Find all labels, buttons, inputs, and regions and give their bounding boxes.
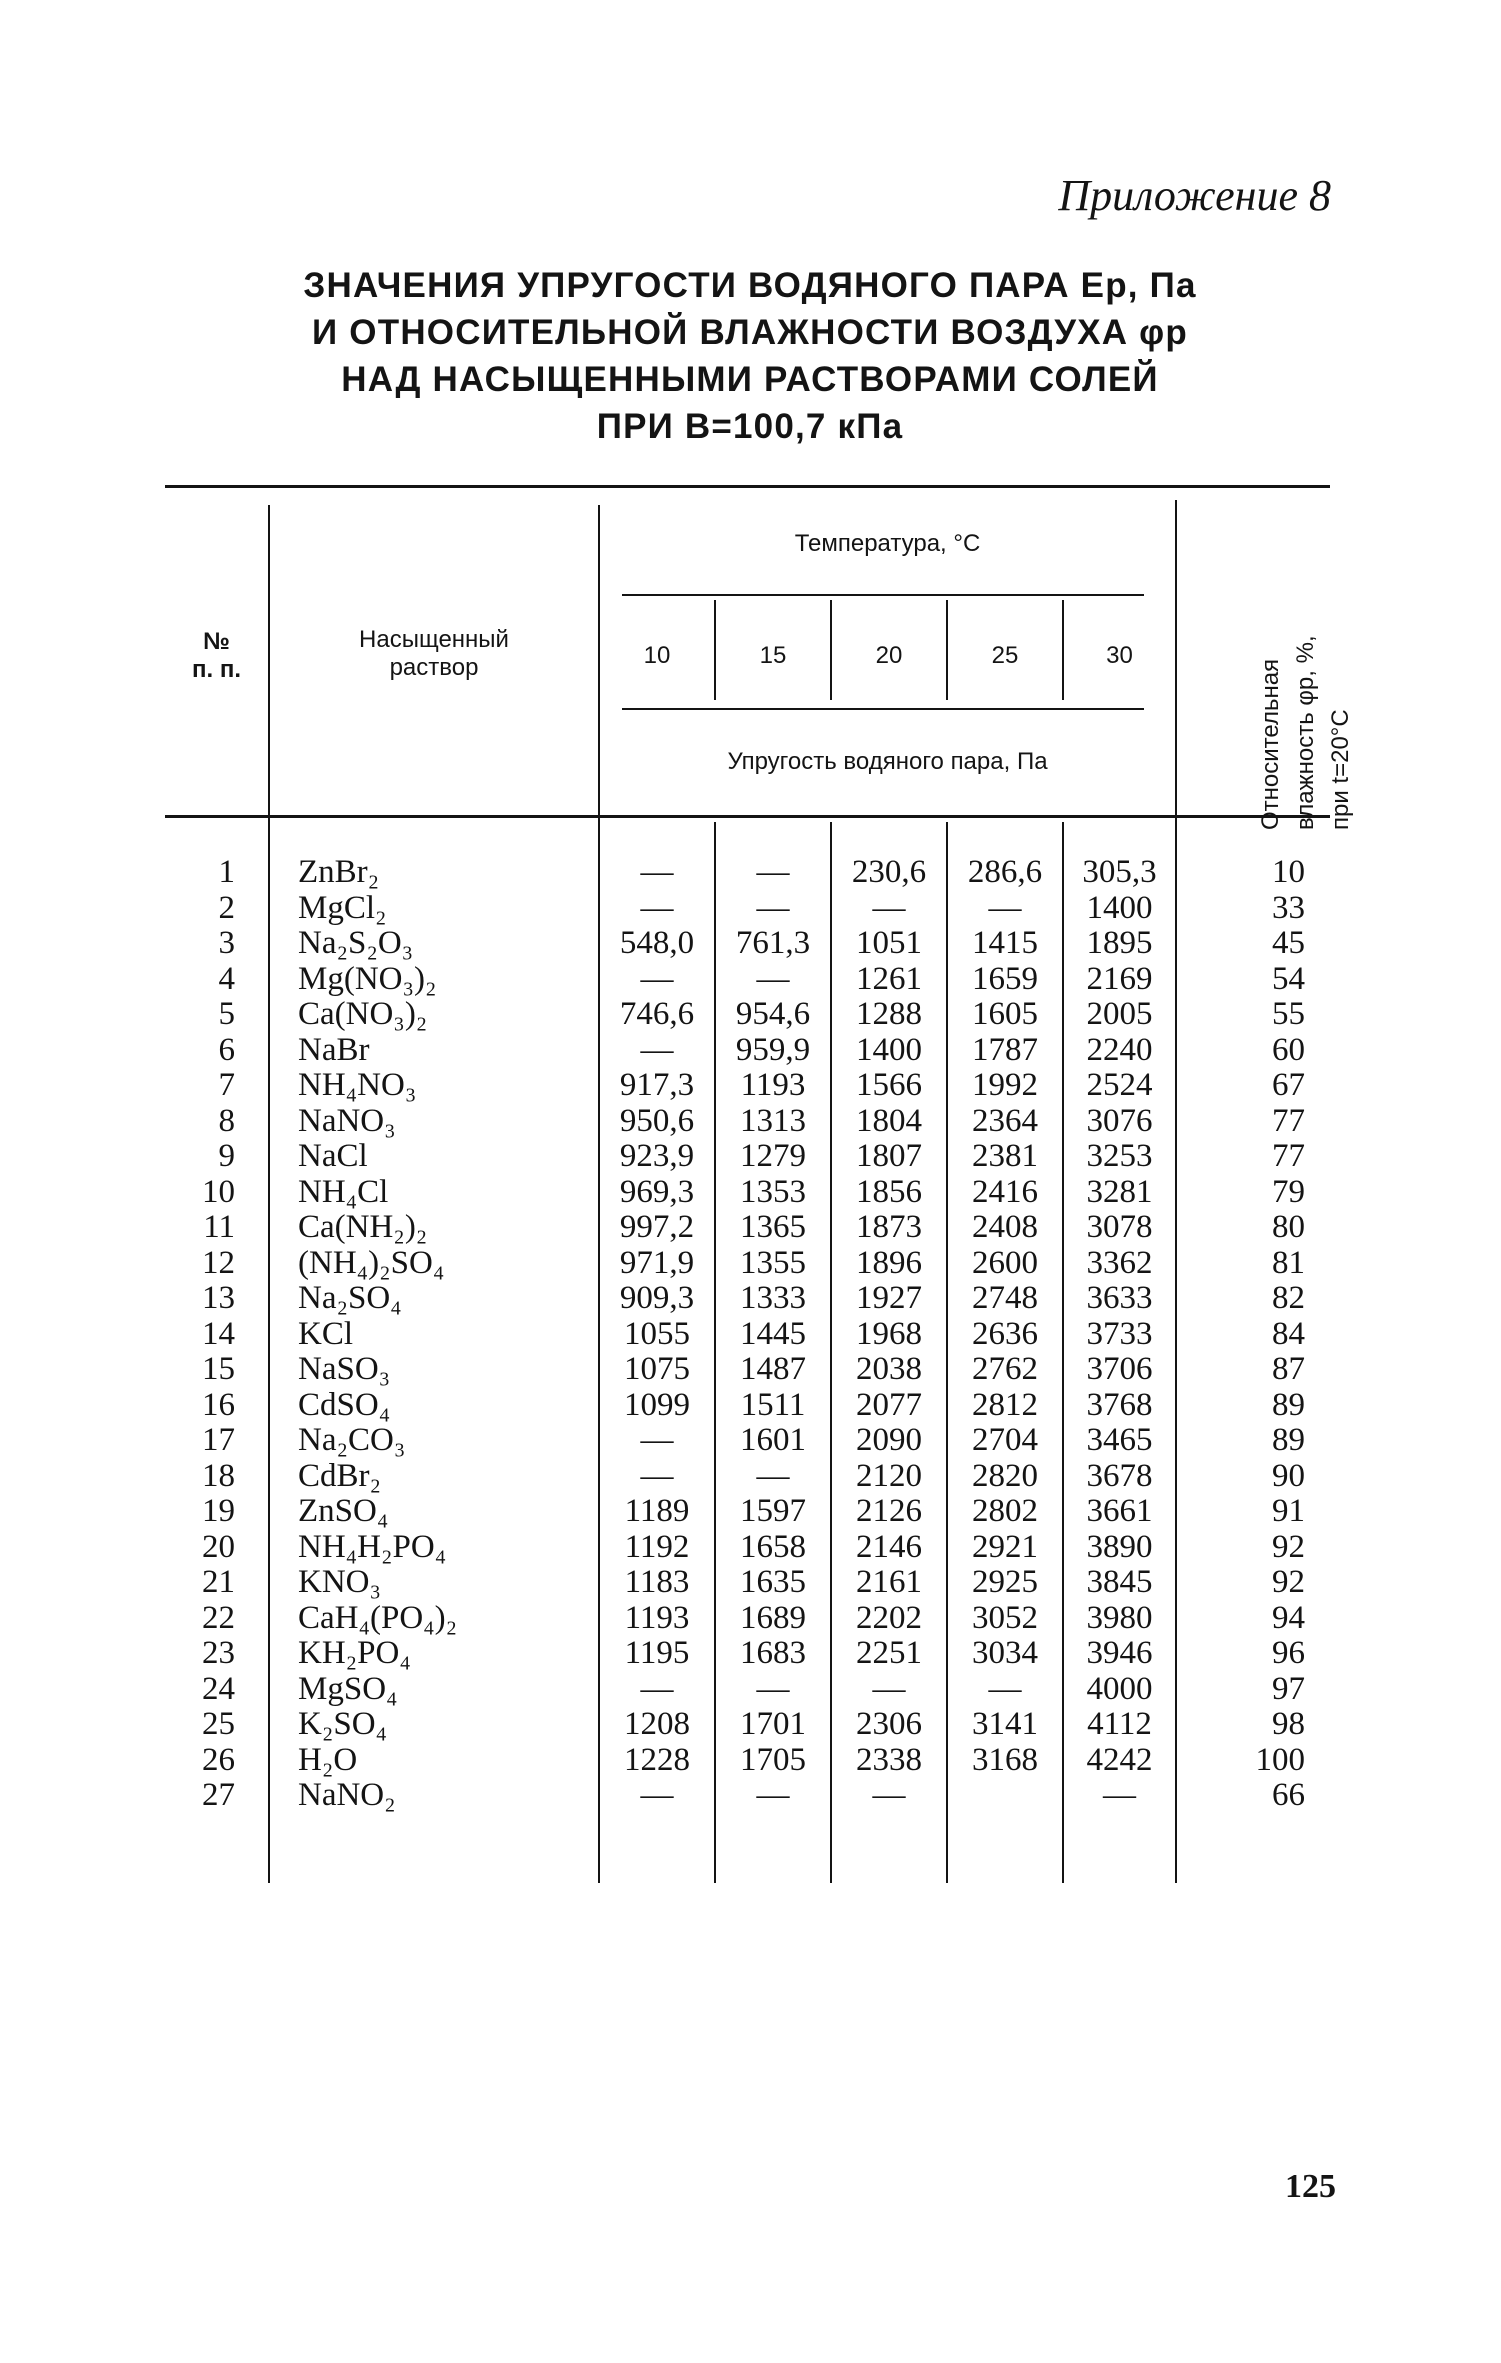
row-value-20: 2126 bbox=[856, 1493, 922, 1529]
row-solution: ZnSO₄ bbox=[298, 1493, 389, 1529]
row-value-15: — bbox=[756, 890, 790, 926]
header-pressure: Упругость водяного пара, Па bbox=[727, 748, 1048, 775]
row-value-30: 2169 bbox=[1086, 961, 1153, 997]
row-solution: MgSO₄ bbox=[298, 1671, 398, 1707]
row-value-15: 1313 bbox=[740, 1103, 806, 1139]
row-value-20: 2338 bbox=[856, 1742, 922, 1778]
row-humidity: 60 bbox=[1272, 1032, 1305, 1068]
header-temp-20: 20 bbox=[875, 642, 903, 669]
col-divider-num bbox=[268, 505, 270, 1883]
row-humidity: 45 bbox=[1272, 925, 1305, 961]
row-value-15: 1635 bbox=[740, 1564, 806, 1600]
header-solution bbox=[270, 626, 598, 682]
row-solution: Mg(NO₃)₂ bbox=[298, 961, 437, 997]
row-number: 2 bbox=[218, 890, 235, 926]
row-value-15: — bbox=[756, 961, 790, 997]
row-humidity: 82 bbox=[1272, 1280, 1305, 1316]
row-humidity: 81 bbox=[1272, 1245, 1305, 1281]
row-value-25: 3052 bbox=[972, 1600, 1038, 1636]
row-number: 14 bbox=[202, 1316, 235, 1352]
row-number: 7 bbox=[218, 1067, 235, 1103]
row-humidity: 89 bbox=[1272, 1387, 1305, 1423]
row-number: 21 bbox=[202, 1564, 235, 1600]
row-number: 15 bbox=[202, 1351, 235, 1387]
row-value-10: 1228 bbox=[624, 1742, 690, 1778]
row-number: 3 bbox=[218, 925, 235, 961]
row-value-25: 2802 bbox=[972, 1493, 1038, 1529]
row-number: 25 bbox=[202, 1706, 235, 1742]
row-value-20: 2077 bbox=[856, 1387, 922, 1423]
header-temp-25: 25 bbox=[991, 642, 1019, 669]
title-line-3: НАД НАСЫЩЕННЫМИ РАСТВОРАМИ СОЛЕЙ bbox=[341, 360, 1159, 399]
row-value-25: 2381 bbox=[972, 1138, 1038, 1174]
row-value-30: 1400 bbox=[1086, 890, 1153, 926]
row-value-20: 2161 bbox=[856, 1564, 922, 1600]
row-humidity: 67 bbox=[1272, 1067, 1305, 1103]
row-solution: CaH₄(PO₄)₂ bbox=[298, 1600, 458, 1636]
row-value-25: 2748 bbox=[972, 1280, 1038, 1316]
row-humidity: 54 bbox=[1272, 961, 1305, 997]
row-value-25: 286,6 bbox=[967, 854, 1043, 890]
row-number: 10 bbox=[202, 1174, 235, 1210]
row-value-25: — bbox=[988, 890, 1022, 926]
row-value-15: 1701 bbox=[740, 1706, 806, 1742]
row-number: 13 bbox=[202, 1280, 235, 1316]
row-humidity: 84 bbox=[1272, 1316, 1305, 1352]
row-value-25: 2416 bbox=[972, 1174, 1038, 1210]
row-value-10: 1055 bbox=[624, 1316, 690, 1352]
row-number: 17 bbox=[202, 1422, 235, 1458]
row-value-20: — bbox=[872, 1777, 906, 1813]
row-solution: (NH₄)₂SO₄ bbox=[298, 1245, 445, 1281]
row-humidity: 91 bbox=[1272, 1493, 1305, 1529]
row-value-25: 2600 bbox=[972, 1245, 1038, 1281]
row-value-20: 1288 bbox=[856, 996, 922, 1032]
row-value-20: 1856 bbox=[856, 1174, 922, 1210]
row-value-20: 1566 bbox=[856, 1067, 922, 1103]
row-value-10: — bbox=[640, 890, 674, 926]
row-number: 4 bbox=[218, 961, 235, 997]
row-humidity: 77 bbox=[1272, 1138, 1305, 1174]
row-value-10: 971,9 bbox=[619, 1245, 695, 1281]
row-value-15: 1353 bbox=[740, 1174, 806, 1210]
row-value-20: 2306 bbox=[856, 1706, 922, 1742]
row-number: 11 bbox=[203, 1209, 235, 1245]
row-value-10: 950,6 bbox=[619, 1103, 695, 1139]
row-value-20: 1896 bbox=[856, 1245, 922, 1281]
row-value-15: 1597 bbox=[740, 1493, 806, 1529]
row-humidity: 33 bbox=[1272, 890, 1305, 926]
row-solution: H₂O bbox=[298, 1742, 358, 1778]
row-value-30: 3362 bbox=[1086, 1245, 1153, 1281]
row-number: 22 bbox=[202, 1600, 235, 1636]
row-value-10: — bbox=[640, 1458, 674, 1494]
header-temp-10: 10 bbox=[643, 642, 671, 669]
row-value-15: 959,9 bbox=[735, 1032, 811, 1068]
row-number: 12 bbox=[202, 1245, 235, 1281]
row-value-20: 2120 bbox=[856, 1458, 922, 1494]
row-number: 1 bbox=[218, 854, 235, 890]
row-number: 20 bbox=[202, 1529, 235, 1565]
row-value-15: — bbox=[756, 854, 790, 890]
header-rh-line-1: Относительная bbox=[1257, 658, 1284, 830]
row-value-30: 3078 bbox=[1086, 1209, 1153, 1245]
row-value-15: 1279 bbox=[740, 1138, 806, 1174]
row-solution: KNO₃ bbox=[298, 1564, 381, 1600]
row-value-25: 2704 bbox=[972, 1422, 1038, 1458]
row-number: 9 bbox=[218, 1138, 235, 1174]
row-number: 26 bbox=[202, 1742, 235, 1778]
row-number: 19 bbox=[202, 1493, 235, 1529]
row-humidity: 100 bbox=[1255, 1742, 1305, 1778]
temperature-rule bbox=[622, 594, 1144, 596]
header-num-label: п. п. bbox=[192, 656, 241, 683]
row-value-20: 230,6 bbox=[851, 854, 927, 890]
row-value-10: 548,0 bbox=[619, 925, 695, 961]
row-humidity: 92 bbox=[1272, 1564, 1305, 1600]
row-value-10: — bbox=[640, 1032, 674, 1068]
row-humidity: 55 bbox=[1272, 996, 1305, 1032]
row-solution: KH₂PO₄ bbox=[298, 1635, 411, 1671]
header-num-symbol: № bbox=[203, 628, 230, 655]
row-number: 6 bbox=[218, 1032, 235, 1068]
row-value-10: — bbox=[640, 961, 674, 997]
row-value-10: — bbox=[640, 854, 674, 890]
row-value-10: — bbox=[640, 1777, 674, 1813]
row-value-20: 2146 bbox=[856, 1529, 922, 1565]
row-value-30: 2524 bbox=[1086, 1067, 1153, 1103]
header-bottom-rule bbox=[165, 815, 1330, 818]
row-value-20: — bbox=[872, 1671, 906, 1707]
row-number: 16 bbox=[202, 1387, 235, 1423]
row-value-20: 2202 bbox=[856, 1600, 922, 1636]
row-humidity: 94 bbox=[1272, 1600, 1305, 1636]
row-value-30: 3281 bbox=[1086, 1174, 1153, 1210]
row-value-20: 1804 bbox=[856, 1103, 922, 1139]
header-temperature: Температура, °C bbox=[794, 530, 981, 557]
title-line-2: И ОТНОСИТЕЛЬНОЙ ВЛАЖНОСТИ ВОЗДУХА φp bbox=[312, 313, 1188, 352]
row-value-30: 3946 bbox=[1086, 1635, 1153, 1671]
row-humidity: 92 bbox=[1272, 1529, 1305, 1565]
row-solution: NaNO₃ bbox=[298, 1103, 396, 1139]
row-value-25: 1992 bbox=[972, 1067, 1038, 1103]
row-value-30: 3980 bbox=[1086, 1600, 1153, 1636]
row-value-10: 969,3 bbox=[619, 1174, 695, 1210]
row-value-15: — bbox=[756, 1458, 790, 1494]
row-value-30: 1895 bbox=[1086, 925, 1153, 961]
row-value-30: 3678 bbox=[1086, 1458, 1153, 1494]
row-value-20: 2251 bbox=[856, 1635, 922, 1671]
row-value-20: 1968 bbox=[856, 1316, 922, 1352]
row-value-20: — bbox=[872, 890, 906, 926]
row-number: 8 bbox=[218, 1103, 235, 1139]
row-solution: MgCl₂ bbox=[298, 890, 387, 926]
row-value-20: 1873 bbox=[856, 1209, 922, 1245]
row-humidity: 10 bbox=[1272, 854, 1305, 890]
row-solution: ZnBr₂ bbox=[298, 854, 380, 890]
row-value-10: 1189 bbox=[624, 1493, 690, 1529]
row-value-25: 3034 bbox=[972, 1635, 1038, 1671]
row-value-15: 1511 bbox=[740, 1387, 806, 1423]
header-temp-15: 15 bbox=[759, 642, 787, 669]
row-value-25: 2925 bbox=[972, 1564, 1038, 1600]
row-value-25: — bbox=[988, 1671, 1022, 1707]
row-solution: CdBr₂ bbox=[298, 1458, 382, 1494]
row-value-15: 761,3 bbox=[735, 925, 811, 961]
row-value-15: 1365 bbox=[740, 1209, 806, 1245]
header-rh-line-3: при t=20°C bbox=[1327, 709, 1354, 830]
row-value-15: 1601 bbox=[740, 1422, 806, 1458]
row-solution: NH₄Cl bbox=[298, 1174, 389, 1210]
row-value-20: 1807 bbox=[856, 1138, 922, 1174]
row-humidity: 89 bbox=[1272, 1422, 1305, 1458]
row-value-30: 3890 bbox=[1086, 1529, 1153, 1565]
row-value-30: 3465 bbox=[1086, 1422, 1153, 1458]
table-top-rule bbox=[165, 485, 1330, 488]
row-value-15: 1193 bbox=[740, 1067, 806, 1103]
row-value-15: 1658 bbox=[740, 1529, 806, 1565]
row-solution: NaSO₃ bbox=[298, 1351, 391, 1387]
row-value-10: 1099 bbox=[624, 1387, 690, 1423]
row-humidity: 87 bbox=[1272, 1351, 1305, 1387]
row-value-20: 1400 bbox=[856, 1032, 922, 1068]
row-humidity: 80 bbox=[1272, 1209, 1305, 1245]
row-number: 23 bbox=[202, 1635, 235, 1671]
title-line-1: ЗНАЧЕНИЯ УПРУГОСТИ ВОДЯНОГО ПАРА Ep, Па bbox=[303, 266, 1197, 305]
row-number: 24 bbox=[202, 1671, 235, 1707]
row-value-20: 2090 bbox=[856, 1422, 922, 1458]
row-value-15: 1705 bbox=[740, 1742, 806, 1778]
header-solution-line-2: раствор bbox=[389, 654, 479, 681]
row-number: 5 bbox=[218, 996, 235, 1032]
row-value-30: 3845 bbox=[1086, 1564, 1153, 1600]
appendix-label: Приложение 8 bbox=[1058, 171, 1331, 220]
row-humidity: 90 bbox=[1272, 1458, 1305, 1494]
row-value-25: 2408 bbox=[972, 1209, 1038, 1245]
row-number: 27 bbox=[202, 1777, 235, 1813]
row-value-10: 1075 bbox=[624, 1351, 690, 1387]
row-value-15: 954,6 bbox=[735, 996, 811, 1032]
row-value-15: 1355 bbox=[740, 1245, 806, 1281]
row-value-30: 4000 bbox=[1086, 1671, 1153, 1707]
row-solution: Na₂S₂O₃ bbox=[298, 925, 414, 961]
row-value-15: 1487 bbox=[740, 1351, 806, 1387]
row-value-30: 2005 bbox=[1086, 996, 1153, 1032]
row-value-15: — bbox=[756, 1671, 790, 1707]
row-value-30: 3733 bbox=[1086, 1316, 1153, 1352]
row-value-25: 3168 bbox=[972, 1742, 1038, 1778]
row-value-10: — bbox=[640, 1671, 674, 1707]
row-value-25: 2921 bbox=[972, 1529, 1038, 1565]
row-value-10: — bbox=[640, 1422, 674, 1458]
row-humidity: 98 bbox=[1272, 1706, 1305, 1742]
temps-bottom-rule bbox=[622, 708, 1144, 710]
row-solution: NH₄NO₃ bbox=[298, 1067, 417, 1103]
row-humidity: 96 bbox=[1272, 1635, 1305, 1671]
row-value-30: — bbox=[1103, 1777, 1136, 1813]
row-value-30: 4242 bbox=[1086, 1742, 1153, 1778]
row-humidity: 77 bbox=[1272, 1103, 1305, 1139]
row-value-25: 2636 bbox=[972, 1316, 1038, 1352]
row-solution: K₂SO₄ bbox=[298, 1706, 388, 1742]
col-divider-rh bbox=[1175, 500, 1177, 1883]
row-value-25: 1787 bbox=[972, 1032, 1038, 1068]
row-value-10: 1192 bbox=[624, 1529, 690, 1565]
row-value-20: 2038 bbox=[856, 1351, 922, 1387]
row-solution: NaBr bbox=[298, 1032, 370, 1068]
row-solution: KCl bbox=[298, 1316, 354, 1352]
row-value-25: 1415 bbox=[972, 925, 1038, 961]
row-solution: Ca(NO₃)₂ bbox=[298, 996, 428, 1032]
row-value-30: 2240 bbox=[1086, 1032, 1153, 1068]
row-solution: Ca(NH₂)₂ bbox=[298, 1209, 428, 1245]
row-value-25: 2812 bbox=[972, 1387, 1038, 1423]
row-value-20: 1927 bbox=[856, 1280, 922, 1316]
row-number: 18 bbox=[202, 1458, 235, 1494]
row-value-10: 1195 bbox=[624, 1635, 690, 1671]
row-solution: CdSO₄ bbox=[298, 1387, 391, 1423]
row-value-10: 909,3 bbox=[619, 1280, 695, 1316]
row-value-20: 1261 bbox=[856, 961, 922, 997]
row-value-15: 1333 bbox=[740, 1280, 806, 1316]
row-humidity: 97 bbox=[1272, 1671, 1305, 1707]
header-solution-line-1: Насыщенный bbox=[359, 626, 509, 653]
row-value-25: 2364 bbox=[972, 1103, 1038, 1139]
header-num bbox=[165, 628, 268, 684]
row-value-25: 1659 bbox=[972, 961, 1038, 997]
row-value-10: 1183 bbox=[624, 1564, 690, 1600]
page-number: 125 bbox=[1285, 2168, 1336, 2205]
row-value-25: 3141 bbox=[972, 1706, 1038, 1742]
row-value-20: 1051 bbox=[856, 925, 922, 961]
row-value-30: 3633 bbox=[1086, 1280, 1153, 1316]
row-value-25: 1605 bbox=[972, 996, 1038, 1032]
row-value-30: 4112 bbox=[1087, 1706, 1152, 1742]
row-solution: NH₄H₂PO₄ bbox=[298, 1529, 447, 1565]
row-value-10: 923,9 bbox=[619, 1138, 695, 1174]
row-value-30: 3706 bbox=[1086, 1351, 1153, 1387]
row-value-25: 2820 bbox=[972, 1458, 1038, 1494]
row-value-10: 917,3 bbox=[619, 1067, 695, 1103]
row-solution: NaCl bbox=[298, 1138, 368, 1174]
row-value-15: 1445 bbox=[740, 1316, 806, 1352]
header-rh-line-2: влажность φp, %, bbox=[1292, 635, 1319, 830]
row-value-30: 3768 bbox=[1086, 1387, 1153, 1423]
row-value-30: 305,3 bbox=[1082, 854, 1157, 890]
row-value-15: 1683 bbox=[740, 1635, 806, 1671]
row-value-15: — bbox=[756, 1777, 790, 1813]
row-value-30: 3253 bbox=[1086, 1138, 1153, 1174]
row-value-10: 997,2 bbox=[619, 1209, 695, 1245]
row-solution: Na₂SO₄ bbox=[298, 1280, 402, 1316]
row-value-10: 1193 bbox=[624, 1600, 690, 1636]
page-title bbox=[250, 262, 1250, 450]
row-solution: Na₂CO₃ bbox=[298, 1422, 406, 1458]
row-value-30: 3661 bbox=[1086, 1493, 1153, 1529]
row-value-30: 3076 bbox=[1086, 1103, 1153, 1139]
row-solution: NaNO₂ bbox=[298, 1777, 396, 1813]
row-humidity: 79 bbox=[1272, 1174, 1305, 1210]
row-value-15: 1689 bbox=[740, 1600, 806, 1636]
row-value-10: 746,6 bbox=[619, 996, 695, 1032]
header-temp-30: 30 bbox=[1106, 642, 1133, 669]
row-value-25: 2762 bbox=[972, 1351, 1038, 1387]
row-value-10: 1208 bbox=[624, 1706, 690, 1742]
row-humidity: 66 bbox=[1272, 1777, 1305, 1813]
title-line-4: ПРИ B=100,7 кПа bbox=[596, 407, 904, 446]
